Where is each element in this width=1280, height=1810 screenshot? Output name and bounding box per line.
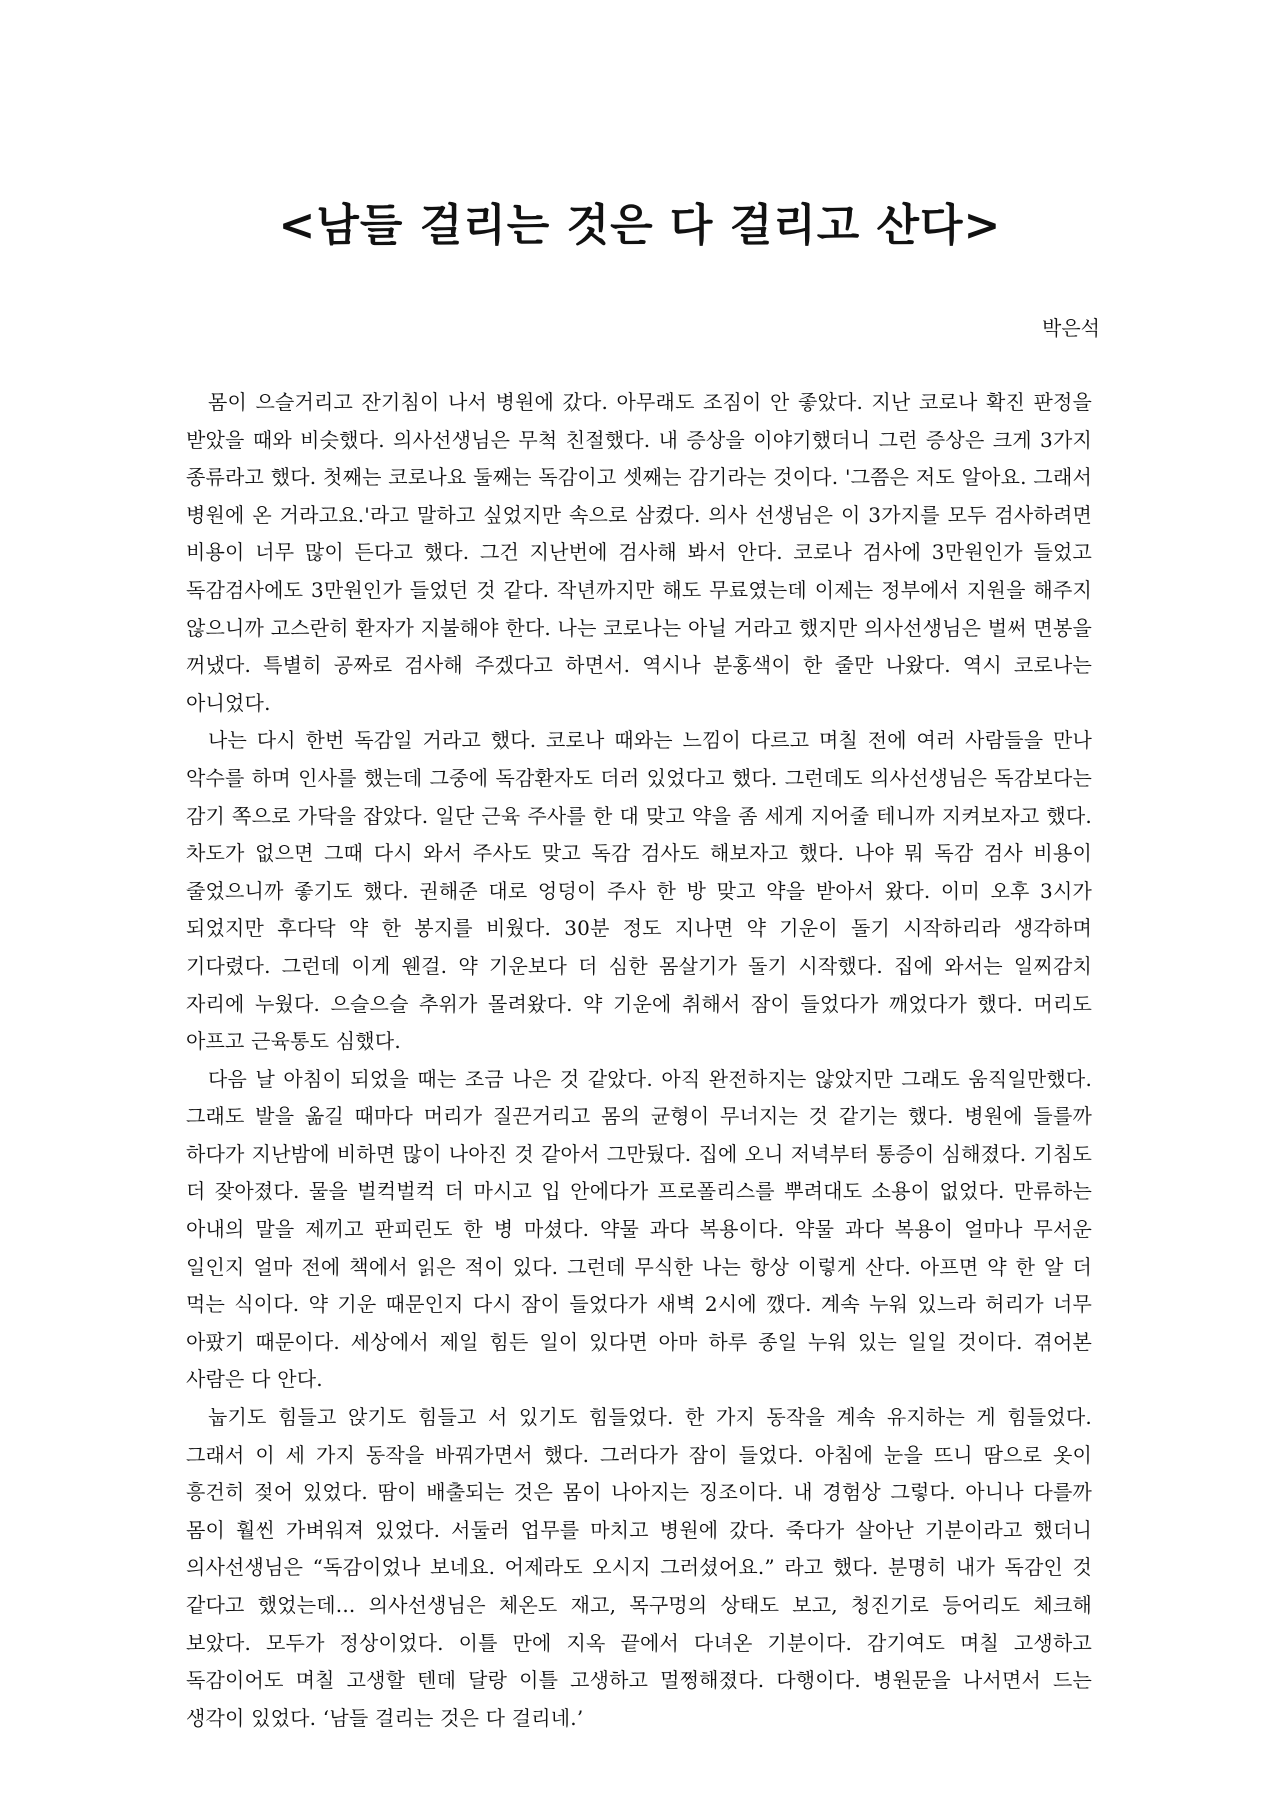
body-paragraph: 몸이 으슬거리고 잔기침이 나서 병원에 갔다. 아무래도 조짐이 안 좋았다. 지난 코로나 확진 판정을 받았을 때와 비슷했다. 의사선생님은 무척 친절했다. 내 증상을 이야기했더니 그런 증상은 크게 3가지 종류라고 했다. 첫째는 코로나요 둘째는 독감이고 셋째는 감기라는 것이다. '그쯤은 저도 알아요. 그래서 병원에 온 거라고요.'라고 말하고 싶었지만 속으로 삼켰다. 의사 선생님은 이 3가지를 모두 검사하려면 비용이 너무 많이 든다고 했다. 그건 지난번에 검사해 봐서 안다. 코로나 검사에 3만원인가 들었고 독감검사에도 3만원인가 들었던 것 같다. 작년까지만 해도 무료였는데 이제는 정부에서 지원을 해주지 않으니까 고스란히 환자가 지불해야 한다. 나는 코로나는 아닐 거라고 했지만 의사선생님은 벌써 면봉을 꺼냈다. 특별히 공짜로 검사해 주겠다고 하면서. 역시나 분홍색이 한 줄만 나왔다. 역시 코로나는 아니었다. xyxy=(186,390,1092,715)
body-paragraph: 눕기도 힘들고 앉기도 힘들고 서 있기도 힘들었다. 한 가지 동작을 계속 유지하는 게 힘들었다. 그래서 이 세 가지 동작을 바꿔가면서 했다. 그러다가 잠이 들었다. 아침에 눈을 뜨니 땀으로 옷이 흥건히 젖어 있었다. 땀이 배출되는 것은 몸이 나아지는 징조이다. 내 경험상 그렇다. 아니나 다를까 몸이 훨씬 가벼워져 있었다. 서둘러 업무를 마치고 병원에 갔다. 죽다가 살아난 기분이라고 했더니 의사선생님은 “독감이었나 보네요. 어제라도 오시지 그러셨어요.” 라고 했다. 분명히 내가 독감인 것 같다고 했었는데... 의사선생님은 체온도 재고, 목구멍의 상태도 보고, 청진기로 등어리도 체크해 보았다. 모두가 정상이었다. 이틀 만에 지옥 끝에서 다녀온 기분이다. 감기여도 며칠 고생하고 독감이어도 며칠 고생할 텐데 달랑 이틀 고생하고 멀쩡해졌다. 다행이다. 병원문을 나서면서 드는 생각이 있었다. ‘남들 걸리는 것은 다 걸리네.’ xyxy=(186,1405,1092,1730)
body-paragraph: 다음 날 아침이 되었을 때는 조금 나은 것 같았다. 아직 완전하지는 않았지만 그래도 움직일만했다. 그래도 발을 옮길 때마다 머리가 질끈거리고 몸의 균형이 무너지는 것 같기는 했다. 병원에 들를까 하다가 지난밤에 비하면 많이 나아진 것 같아서 그만뒀다. 집에 오니 저녁부터 통증이 심해졌다. 기침도 더 잦아졌다. 물을 벌컥벌컥 더 마시고 입 안에다가 프로폴리스를 뿌려대도 소용이 없었다. 만류하는 아내의 말을 제끼고 판피린도 한 병 마셨다. 약물 과다 복용이다. 약물 과다 복용이 얼마나 무서운 일인지 얼마 전에 책에서 읽은 적이 있다. 그런데 무식한 나는 항상 이렇게 산다. 아프면 약 한 알 더 먹는 식이다. 약 기운 때문인지 다시 잠이 들었다가 새벽 2시에 깼다. 계속 누워 있느라 허리가 너무 아팠기 때문이다. 세상에서 제일 힘든 일이 있다면 아마 하루 종일 누워 있는 일일 것이다. 겪어본 사람은 다 안다. xyxy=(186,1066,1092,1392)
author-name: 박은석 xyxy=(1042,316,1100,340)
document-title: <남들 걸리는 것은 다 걸리고 산다> xyxy=(278,200,1002,251)
document-body xyxy=(186,384,1092,1737)
body-paragraph: 나는 다시 한번 독감일 거라고 했다. 코로나 때와는 느낌이 다르고 며칠 전에 여러 사람들을 만나 악수를 하며 인사를 했는데 그중에 독감환자도 더러 있었다고 했다. 그런데도 의사선생님은 독감보다는 감기 쪽으로 가닥을 잡았다. 일단 근육 주사를 한 대 맞고 약을 좀 세게 지어줄 테니까 지켜보자고 했다. 차도가 없으면 그때 다시 와서 주사도 맞고 독감 검사도 해보자고 했다. 나야 뭐 독감 검사 비용이 줄었으니까 좋기도 했다. 권해준 대로 엉덩이 주사 한 방 맞고 약을 받아서 왔다. 이미 오후 3시가 되었지만 후다닥 약 한 봉지를 비웠다. 30분 정도 지나면 약 기운이 돌기 시작하리라 생각하며 기다렸다. 그런데 이게 웬걸. 약 기운보다 더 심한 몸살기가 돌기 시작했다. 집에 와서는 일찌감치 자리에 누웠다. 으슬으슬 추위가 몰려왔다. 약 기운에 취해서 잠이 들었다가 깨었다가 했다. 머리도 아프고 근육통도 심했다. xyxy=(186,728,1092,1054)
